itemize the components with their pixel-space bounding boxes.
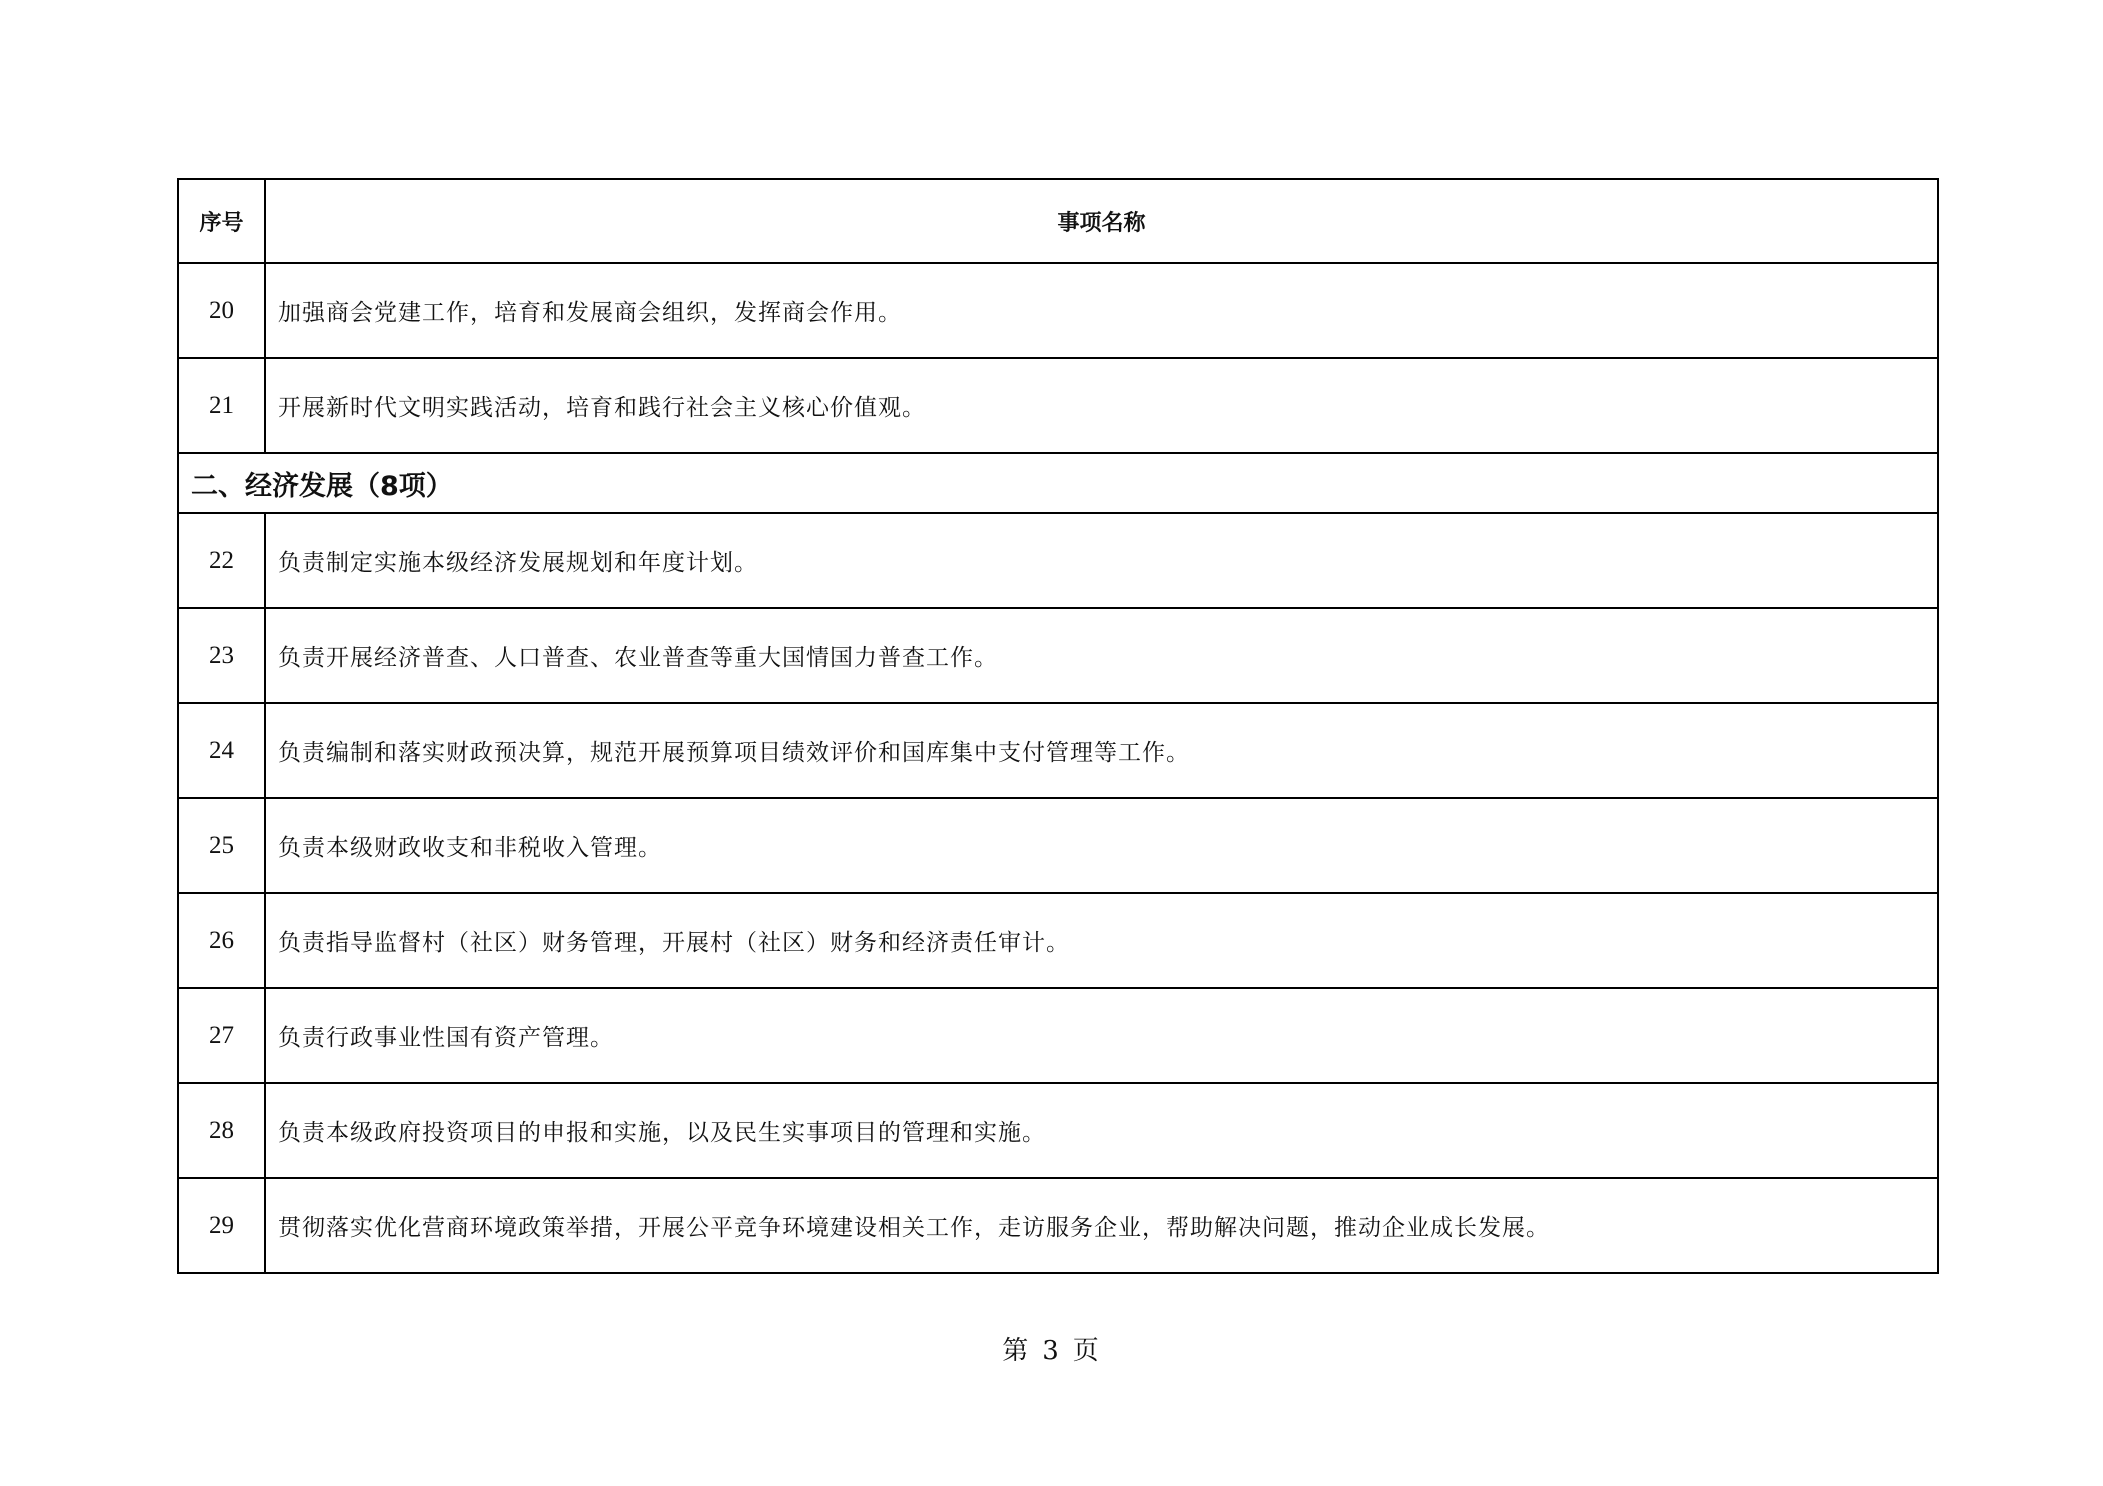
row-item-name: 负责制定实施本级经济发展规划和年度计划。	[265, 513, 1938, 608]
row-item-name: 贯彻落实优化营商环境政策举措，开展公平竞争环境建设相关工作，走访服务企业，帮助解决问题，推动企业成长发展。	[265, 1178, 1938, 1273]
row-item-name: 负责本级财政收支和非税收入管理。	[265, 798, 1938, 893]
matters-table	[177, 178, 1939, 1274]
row-item-name: 加强商会党建工作，培育和发展商会组织，发挥商会作用。	[265, 263, 1938, 358]
table-row	[178, 703, 1938, 798]
table-row	[178, 358, 1938, 453]
row-number: 27	[178, 988, 265, 1083]
row-number: 29	[178, 1178, 265, 1273]
page-suffix: 页	[1072, 1336, 1101, 1366]
row-number: 21	[178, 358, 265, 453]
section-title: 二、经济发展（8项）	[178, 453, 1938, 513]
row-number: 28	[178, 1083, 265, 1178]
header-name: 事项名称	[265, 179, 1938, 263]
row-number: 25	[178, 798, 265, 893]
section-heading-row	[178, 453, 1938, 513]
row-number: 20	[178, 263, 265, 358]
row-item-name: 负责行政事业性国有资产管理。	[265, 988, 1938, 1083]
row-item-name: 负责本级政府投资项目的申报和实施，以及民生实事项目的管理和实施。	[265, 1083, 1938, 1178]
table-row	[178, 988, 1938, 1083]
table-row	[178, 1083, 1938, 1178]
page-number-footer	[0, 1330, 2103, 1367]
row-number: 24	[178, 703, 265, 798]
page-number: 3	[1042, 1336, 1061, 1366]
table-header-row	[178, 179, 1938, 263]
header-no: 序号	[178, 179, 265, 263]
page-prefix: 第	[1002, 1336, 1031, 1366]
row-number: 26	[178, 893, 265, 988]
row-item-name: 负责指导监督村（社区）财务管理，开展村（社区）财务和经济责任审计。	[265, 893, 1938, 988]
table-row	[178, 798, 1938, 893]
table-row	[178, 893, 1938, 988]
row-item-name: 负责开展经济普查、人口普查、农业普查等重大国情国力普查工作。	[265, 608, 1938, 703]
table-row	[178, 1178, 1938, 1273]
row-item-name: 开展新时代文明实践活动，培育和践行社会主义核心价值观。	[265, 358, 1938, 453]
row-number: 23	[178, 608, 265, 703]
table-row	[178, 513, 1938, 608]
table-row	[178, 263, 1938, 358]
table-row	[178, 608, 1938, 703]
row-item-name: 负责编制和落实财政预决算，规范开展预算项目绩效评价和国库集中支付管理等工作。	[265, 703, 1938, 798]
row-number: 22	[178, 513, 265, 608]
